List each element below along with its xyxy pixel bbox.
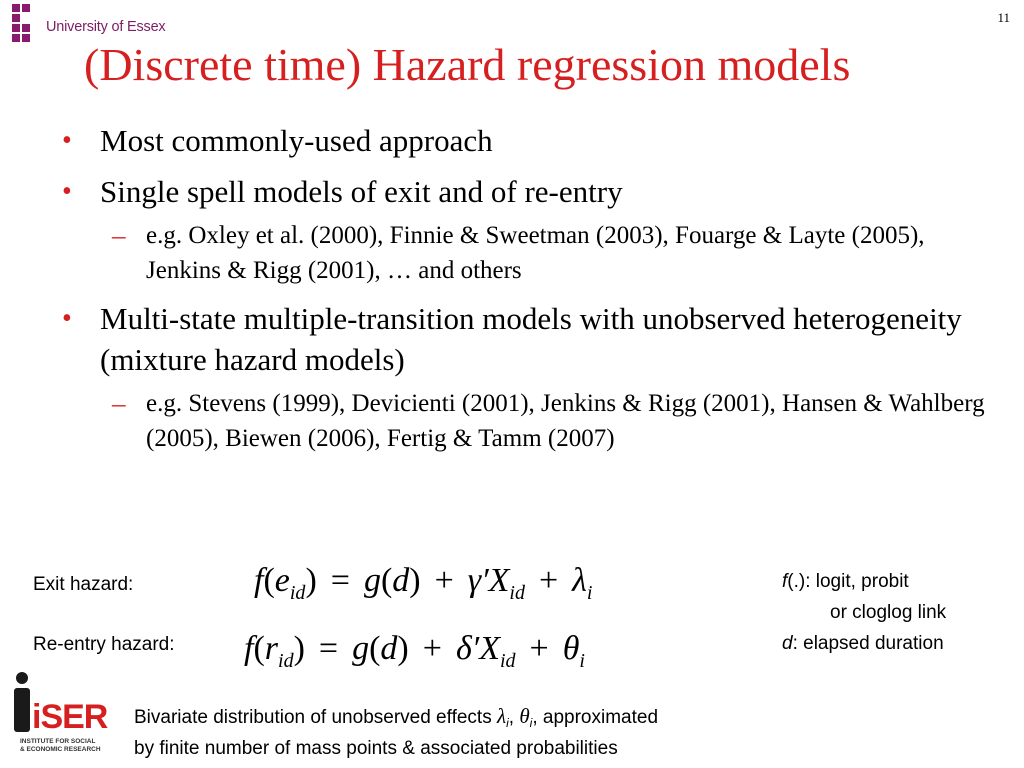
bullet-dash-icon: – <box>112 388 126 418</box>
iser-logo <box>6 672 106 764</box>
bullet-dot-icon: • <box>62 303 72 334</box>
bullet-dot-icon: • <box>62 176 72 207</box>
essex-logo-text: University of Essex <box>46 19 166 35</box>
essex-logo-mark-icon <box>12 4 40 48</box>
sub-bullet-text: e.g. Stevens (1999), Devicienti (2001), Jenkins & Rigg (2001), Hansen & Wahlberg (2005), Biewen (2006), Fertig & Tamm (2007) <box>146 390 985 452</box>
iser-figure-icon <box>12 672 32 732</box>
exit-hazard-label: Exit hazard: <box>33 574 134 595</box>
reentry-hazard-equation: $f(r_{id}) = g(d) + \delta'X_{id} + \theta_i$ <box>244 630 585 672</box>
iser-logo-subtitle: INSTITUTE FOR SOCIAL & ECONOMIC RESEARCH <box>20 738 101 753</box>
bullet-dot-icon: • <box>62 125 72 156</box>
bullet-text: Multi-state multiple-transition models with unobserved heterogeneity (mixture hazard models) <box>100 301 962 377</box>
bullet-item <box>60 298 1000 380</box>
bullet-item <box>60 171 1000 212</box>
bivariate-note: Bivariate distribution of unobserved effects $\lambda_i$, $\theta_i$, approximated by finite number of mass points & associated probabilities <box>134 704 659 759</box>
iser-logo-word: iSER <box>32 698 108 736</box>
exit-hazard-equation: $f(e_{id}) = g(d) + \gamma'X_{id} + \lambda_i$ <box>254 562 593 604</box>
sub-bullet-item <box>60 218 1000 288</box>
link-function-note: f(.): logit, probit or cloglog link d: elapsed duration <box>782 571 947 654</box>
bullet-text: Single spell models of exit and of re-entry <box>100 174 623 209</box>
slide-title: (Discrete time) Hazard regression models <box>84 39 851 90</box>
bullet-item <box>60 120 1000 161</box>
bullet-dash-icon: – <box>112 220 126 250</box>
bullet-list <box>60 120 1000 466</box>
sub-bullet-text: e.g. Oxley et al. (2000), Finnie & Sweetman (2003), Fouarge & Layte (2005), Jenkins & Rigg (2001), … and others <box>146 222 925 284</box>
reentry-hazard-label: Re-entry hazard: <box>33 634 175 655</box>
bullet-text: Most commonly-used approach <box>100 123 493 158</box>
sub-bullet-item <box>60 386 1000 456</box>
page-number: 11 <box>997 10 1010 25</box>
